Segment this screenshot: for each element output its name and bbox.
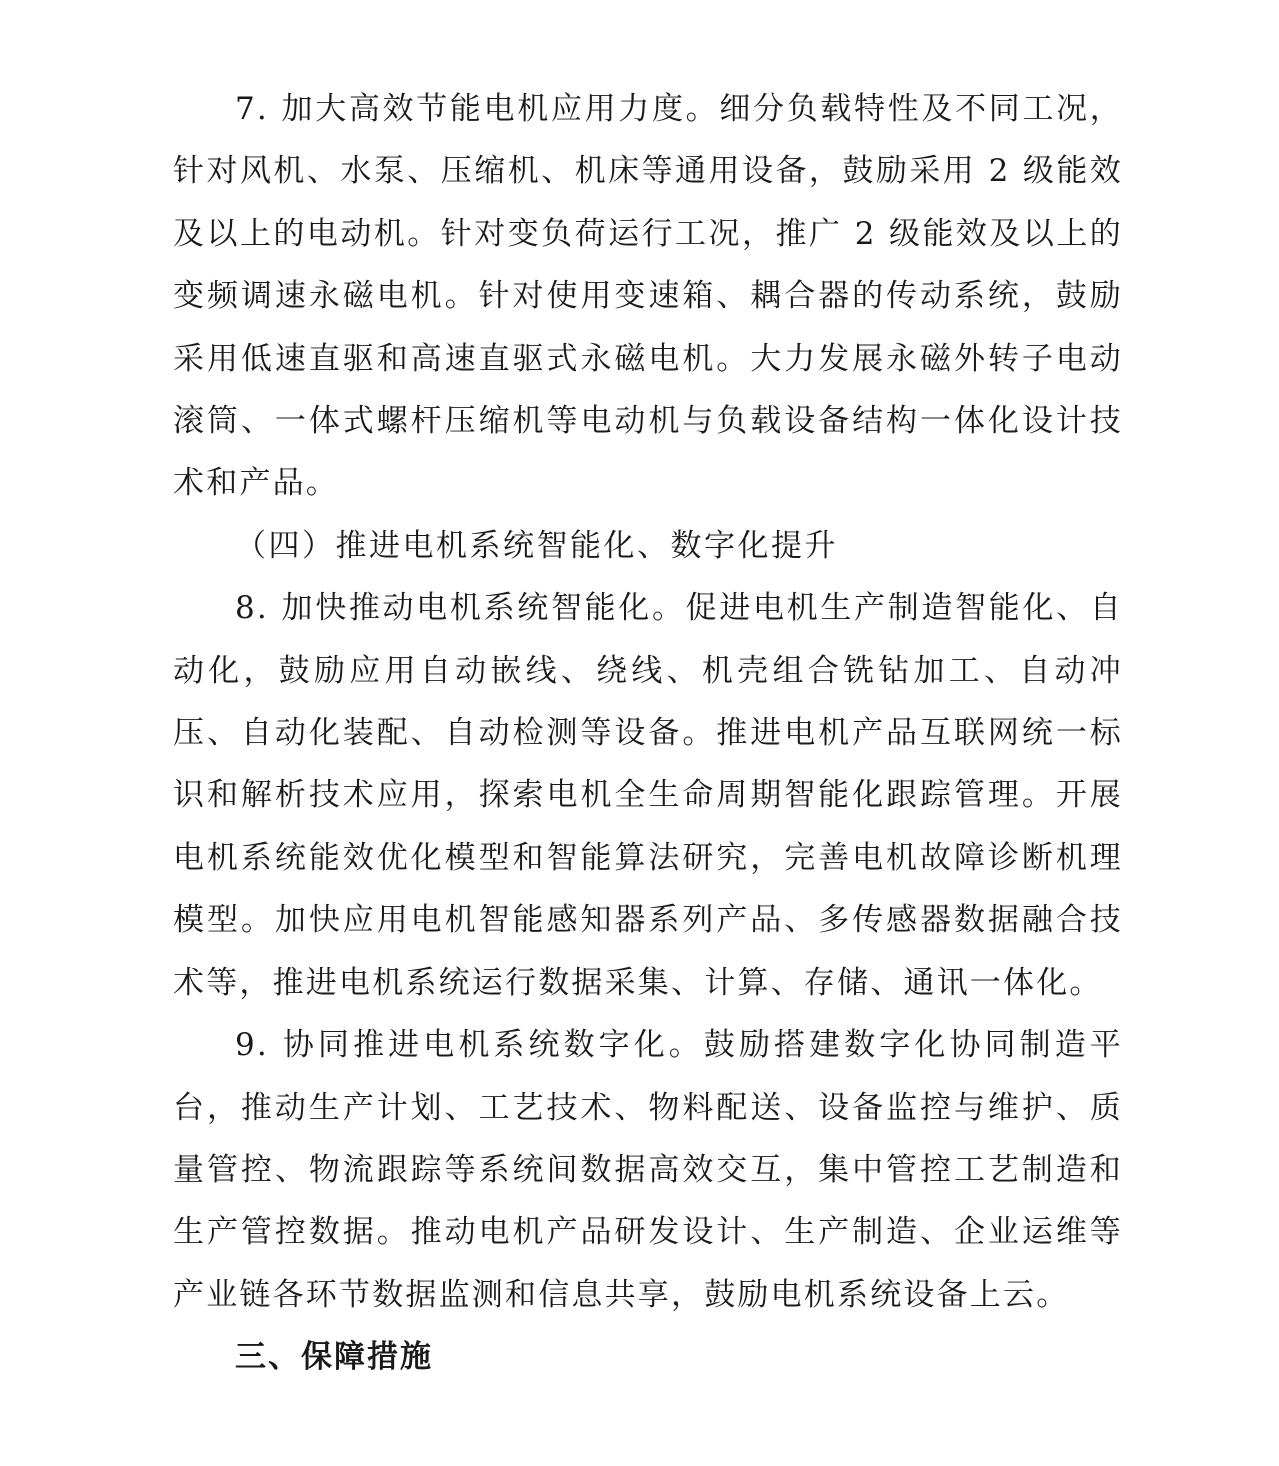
section-heading-3: 三、保障措施 — [235, 1339, 433, 1376]
paragraph-8: 8. 加快推动电机系统智能化。促进电机生产制造智能化、自动化，鼓励应用自动嵌线、绕线、机壳组合铣钻加工、自动冲压、自动化装配、自动检测等设备。推进电机产品互联网统一标识和解析技术应用，探索电机全生命周期智能化跟踪管理。开展电机系统能效优化模型和智能算法研究，完善电机故障诊断机理模型。加快应用电机智能感知器系列产品、多传感器数据融合技术等，推进电机系统运行数据采集、计算、存储、通讯一体化。 — [173, 590, 1123, 1001]
document-page — [173, 78, 1123, 1389]
section-heading-4: （四）推进电机系统智能化、数字化提升 — [235, 527, 838, 564]
paragraph-7: 7. 加大高效节能电机应用力度。细分负载特性及不同工况，针对风机、水泵、压缩机、机床等通用设备，鼓励采用 2 级能效及以上的电动机。针对变负荷运行工况，推广 2 级能效及以上的变频调速永磁电机。针对使用变速箱、耦合器的传动系统，鼓励采用低速直驱和高速直驱式永磁电机。大力发展永磁外转子电动滚筒、一体式螺杆压缩机等电动机与负载设备结构一体化设计技术和产品。 — [173, 91, 1123, 502]
paragraph-9: 9. 协同推进电机系统数字化。鼓励搭建数字化协同制造平台，推动生产计划、工艺技术、物料配送、设备监控与维护、质量管控、物流跟踪等系统间数据高效交互，集中管控工艺制造和生产管控数据。推动电机产品研发设计、生产制造、企业运维等产业链各环节数据监测和信息共享，鼓励电机系统设备上云。 — [173, 1027, 1123, 1313]
